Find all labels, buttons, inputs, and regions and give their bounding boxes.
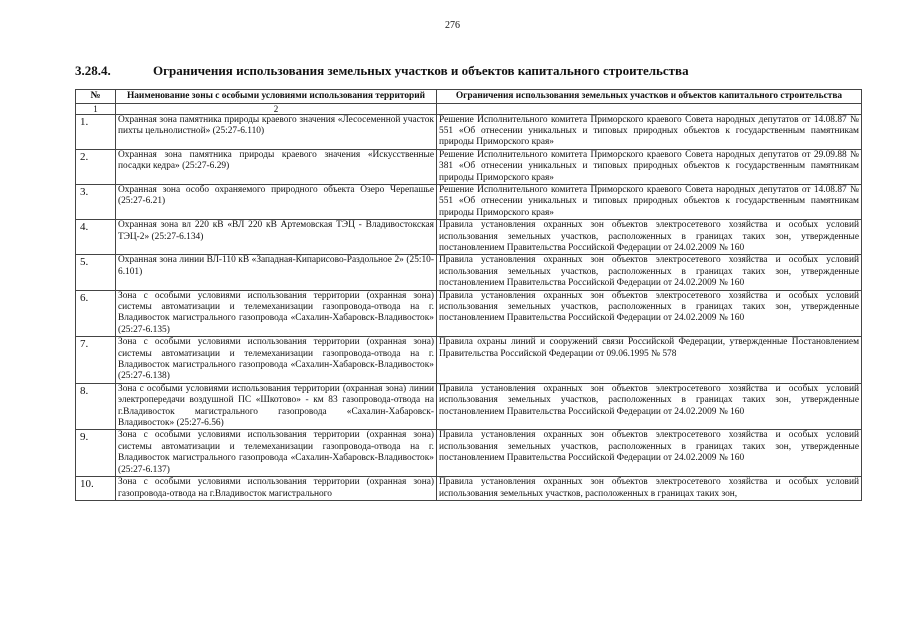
restriction-text: Правила установления охранных зон объектов электросетевого хозяйства и особых условий использования земельных участков, расположенных в границах таких зон, утвержденные постановлением Правительства Российской Федерации от 24.02.2009 № 160 — [437, 290, 862, 337]
table-row — [76, 220, 862, 255]
row-number: 8. — [76, 383, 116, 430]
section-heading — [75, 63, 689, 79]
zone-name: Охранная зона вл 220 кВ «ВЛ 220 кВ Артемовская ТЭЦ - Владивостокская ТЭЦ-2» (25:27-6.134) — [116, 220, 437, 255]
column-number-3 — [437, 103, 862, 114]
restriction-text: Правила установления охранных зон объектов электросетевого хозяйства и особых условий использования земельных участков, расположенных в границах таких зон, утвержденные постановлением Правительства Российской Федерации от 24.02.2009 № 160 — [437, 255, 862, 290]
zone-name: Зона с особыми условиями использования территории (охранная зона) газопровода-отвода на г.Владивосток магистрального — [116, 477, 437, 501]
zone-name: Охранная зона линии ВЛ-110 кВ «Западная-Кипарисово-Раздольное 2» (25:10-6.101) — [116, 255, 437, 290]
restriction-text: Правила установления охранных зон объектов электросетевого хозяйства и особых условий использования земельных участков, расположенных в границах таких зон, — [437, 477, 862, 501]
column-number-1: 1 — [76, 103, 116, 114]
zone-name: Зона с особыми условиями использования территории (охранная зона) системы автоматизации и телемеханизации газопровода-отвода на г. Владивосток магистрального газопровода «Сахалин-Хабаровск-Владивосток» (25:27-6.138) — [116, 337, 437, 384]
table-row — [76, 255, 862, 290]
restriction-text: Правила установления охранных зон объектов электросетевого хозяйства и особых условий использования земельных участков, расположенных в границах таких зон, утвержденные постановлением Правительства Российской Федерации от 24.02.2009 № 160 — [437, 430, 862, 477]
header-restrictions: Ограничения использования земельных участков и объектов капитального строительства — [437, 90, 862, 104]
restriction-text: Решение Исполнительного комитета Приморского краевого Совета народных депутатов от 14.08.87 № 551 «Об отнесении уникальных и типовых природных объектов к государственным памятникам природы Приморского края» — [437, 114, 862, 149]
row-number: 3. — [76, 184, 116, 219]
row-number: 7. — [76, 337, 116, 384]
page-number: 276 — [445, 20, 460, 31]
header-number: № — [76, 90, 116, 104]
restriction-text: Правила установления охранных зон объектов электросетевого хозяйства и особых условий использования земельных участков, расположенных в границах таких зон, утвержденные постановлением Правительства Российской Федерации от 24.02.2009 № 160 — [437, 220, 862, 255]
row-number: 4. — [76, 220, 116, 255]
zone-name: Охранная зона памятника природы краевого значения «Лесосеменной участок пихты цельнолистной» (25:27-6.110) — [116, 114, 437, 149]
row-number: 6. — [76, 290, 116, 337]
table-header-row — [76, 90, 862, 104]
table-row — [76, 184, 862, 219]
zone-name: Зона с особыми условиями использования территории (охранная зона) системы автоматизации и телемеханизации газопровода-отвода на г. Владивосток магистрального газопровода «Сахалин-Хабаровск-Владивосток» (25:27-6.135) — [116, 290, 437, 337]
restriction-text: Правила охраны линий и сооружений связи Российской Федерации, утвержденные Постановлением Правительства Российской Федерации от 09.06.1995 № 578 — [437, 337, 862, 384]
table-row — [76, 290, 862, 337]
section-number: 3.28.4. — [75, 63, 111, 78]
restriction-text: Правила установления охранных зон объектов электросетевого хозяйства и особых условий использования земельных участков, расположенных в границах таких зон, утвержденные постановлением Правительства Российской Федерации от 24.02.2009 № 160 — [437, 383, 862, 430]
zone-name: Охранная зона особо охраняемого природного объекта Озеро Черепашье (25:27-6.21) — [116, 184, 437, 219]
zone-name: Зона с особыми условиями использования территории (охранная зона) системы автоматизации и телемеханизации газопровода-отвода на г. Владивосток магистрального газопровода «Сахалин-Хабаровск-Владивосток» (25:27-6.137) — [116, 430, 437, 477]
column-number-2: 2 — [116, 103, 437, 114]
table-row — [76, 383, 862, 430]
table-row — [76, 337, 862, 384]
table-row — [76, 149, 862, 184]
table-row — [76, 114, 862, 149]
row-number: 10. — [76, 477, 116, 501]
row-number: 9. — [76, 430, 116, 477]
header-zone-name: Наименование зоны с особыми условиями использования территорий — [116, 90, 437, 104]
row-number: 1. — [76, 114, 116, 149]
column-number-row — [76, 103, 862, 114]
row-number: 2. — [76, 149, 116, 184]
table-row — [76, 477, 862, 501]
row-number: 5. — [76, 255, 116, 290]
restrictions-table — [75, 89, 862, 501]
zone-name: Зона с особыми условиями использования территории (охранная зона) линии электропередачи воздушной ПС «Шкотово» - км 83 газопровода-отвода на г.Владивосток магистрального газопровода «Сахалин-Хабаровск-Владивосток» (25:27-6.56) — [116, 383, 437, 430]
section-title: Ограничения использования земельных участков и объектов капитального строительства — [153, 63, 689, 78]
restriction-text: Решение Исполнительного комитета Приморского краевого Совета народных депутатов от 29.09.88 № 381 «Об отнесении уникальных и типовых природных объектов к государственным памятникам природы Приморского края» — [437, 149, 862, 184]
zone-name: Охранная зона памятника природы краевого значения «Искусственные посадки кедра» (25:27-6.29) — [116, 149, 437, 184]
restriction-text: Решение Исполнительного комитета Приморского краевого Совета народных депутатов от 14.08.87 № 551 «Об отнесении уникальных и типовых природных объектов к государственным памятникам природы Приморского края» — [437, 184, 862, 219]
table-row — [76, 430, 862, 477]
